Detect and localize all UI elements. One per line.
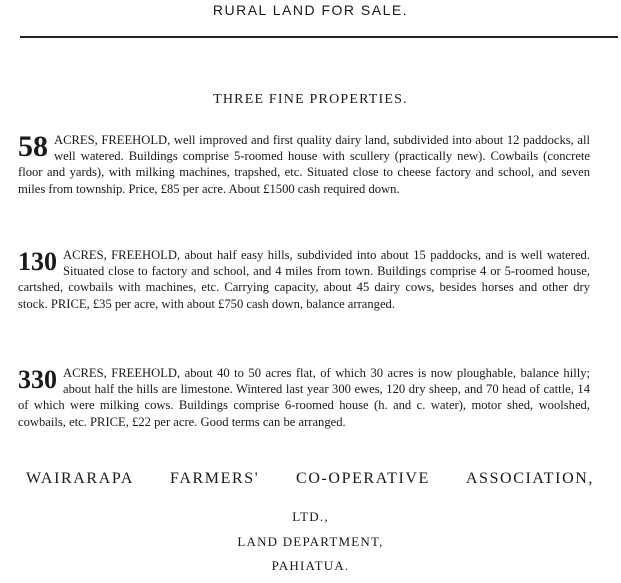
- advertiser-ltd: LTD.,: [292, 509, 329, 524]
- property-listing-58: [18, 132, 590, 197]
- listing-acreage-number: 330: [18, 365, 57, 394]
- listing-description: ACRES, FREEHOLD, about half easy hills, subdivided into about 15 paddocks, and is well watered. Situated close to factory and school, and 4 miles from town. Buildings comprise 4 or 5-roomed house, cartshed, cowbails with machines, etc. Carrying capacity, about 45 dairy cows, besides horses and other dry stock. PRICE, £35 per acre, with about £750 cash down, balance arranged.: [18, 248, 590, 311]
- page-heading: RURAL LAND FOR SALE.: [212, 2, 409, 18]
- listing-description: ACRES, FREEHOLD, about 40 to 50 acres flat, of which 30 acres is now ploughable, balance hilly; about half the hills are limestone. Wintered last year 300 ewes, 120 dry sheep, and 70 head of cattle, 14 of which were milking cows. Buildings comprise 6-roomed house (h. and c. water), motor shed, woolshed, cowbails, etc. PRICE, £22 per acre. Good terms can be arranged.: [18, 366, 590, 429]
- listing-acreage-number: 58: [18, 130, 48, 163]
- advertiser-department: LAND DEPARTMENT,: [237, 534, 384, 549]
- section-subheading: THREE FINE PROPERTIES.: [213, 92, 408, 107]
- advertiser-location: PAHIATUA.: [271, 558, 350, 573]
- listing-description: ACRES, FREEHOLD, well improved and first quality dairy land, subdivided into about 12 paddocks, all well watered. Buildings comprise 5-roomed house with scullery (practically new). Cowbails (concrete floor and yards), with milking machines, trapshed, etc. Situated close to cheese factory and school, and seven miles from township. Price, £85 per acre. About £1500 cash required down.: [18, 133, 590, 196]
- heading-rule: [20, 36, 618, 38]
- advertiser-name: WAIRARAPA FARMERS' CO-OPERATIVE ASSOCIATION,: [26, 470, 594, 487]
- property-listing-330: [18, 365, 590, 430]
- property-listing-130: [18, 247, 590, 312]
- listing-acreage-number: 130: [18, 247, 57, 276]
